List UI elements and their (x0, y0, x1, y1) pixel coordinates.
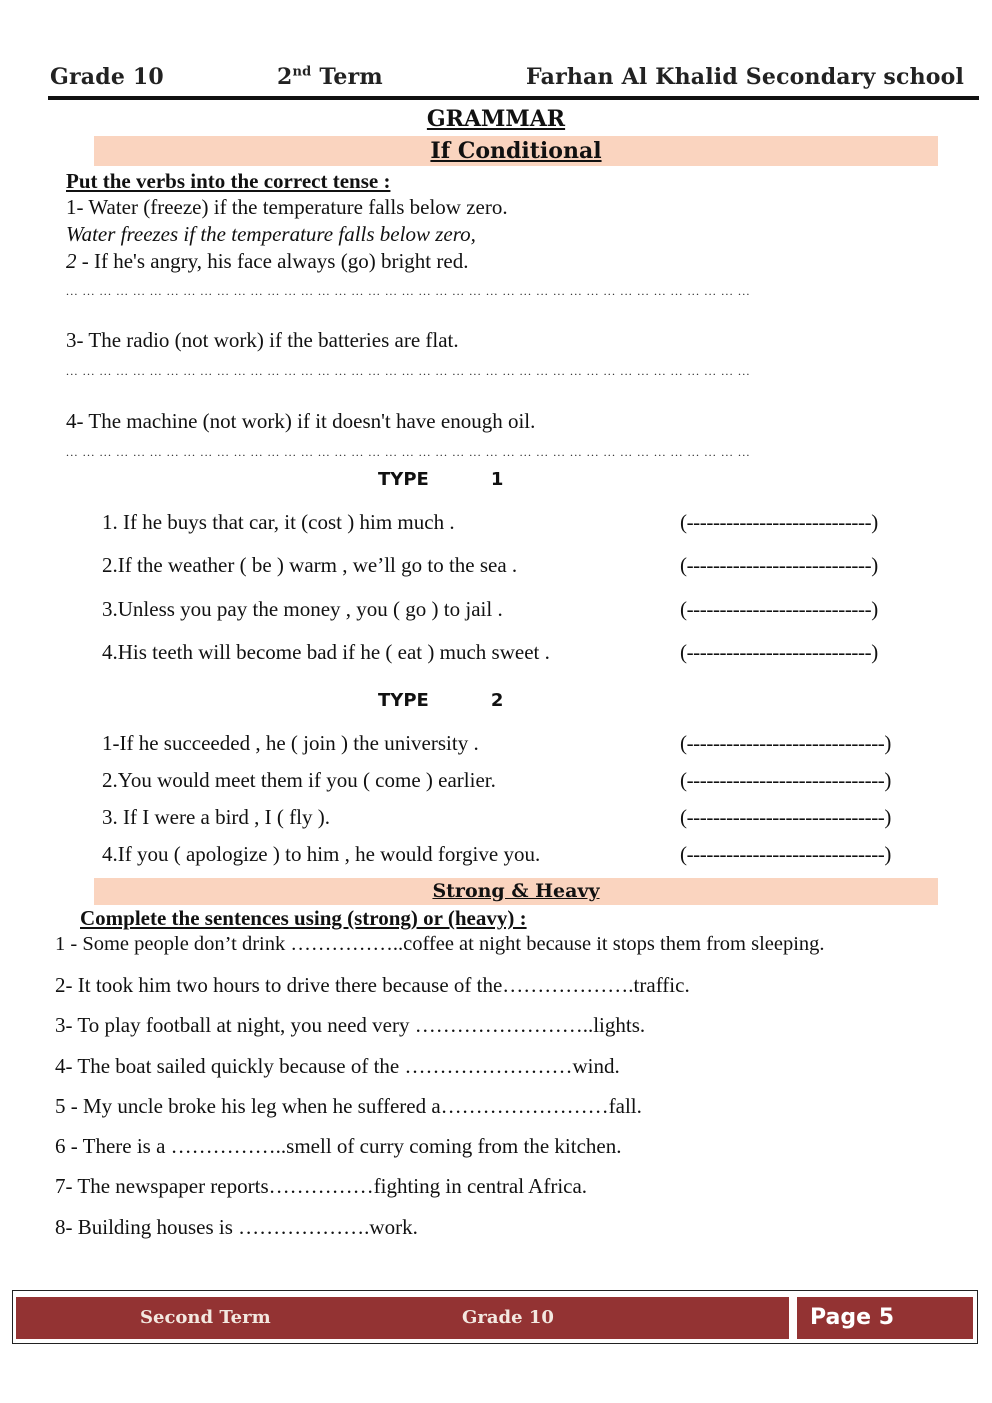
type1-item-3: 3.Unless you pay the money , you ( go ) to jail . (102, 597, 503, 621)
type2-answer-3[interactable]: (------------------------------) (680, 805, 891, 829)
strong-heavy-item-2: 2- It took him two hours to drive there because of the……………….traffic. (55, 973, 690, 997)
header-school: Farhan Al Khalid Secondary school (526, 64, 965, 90)
type2-heading (378, 690, 503, 711)
strong-heavy-item-1: 1 - Some people don’t drink ……………..coffee at night because it stops them from sleeping. (55, 933, 825, 955)
strong-heavy-item-7: 7- The newspaper reports……………fighting in central Africa. (55, 1174, 588, 1198)
strong-heavy-item-4: 4- The boat sailed quickly because of the ……………………wind. (55, 1054, 620, 1078)
type2-label: TYPE (378, 690, 429, 711)
header-term-word: Term (319, 64, 383, 90)
header-divider (48, 96, 979, 100)
type2-answer-1[interactable]: (------------------------------) (680, 731, 891, 755)
question-1-answer: Water freezes if the temperature falls below zero, (66, 222, 476, 246)
footer-term: Second Term (140, 1307, 271, 1328)
header-term-number: 2 (277, 64, 293, 90)
type2-item-2: 2.You would meet them if you ( come ) earlier. (102, 768, 496, 792)
type1-answer-2[interactable]: (----------------------------) (680, 553, 878, 577)
if-conditional-heading: If Conditional (430, 138, 602, 164)
type1-answer-4[interactable]: (----------------------------) (680, 640, 878, 664)
question-3: 3- The radio (not work) if the batteries are flat. (66, 328, 459, 352)
strong-heavy-instruction: Complete the sentences using (strong) or (heavy) : (80, 906, 527, 930)
footer-page-number: Page 5 (810, 1305, 895, 1330)
type1-label: TYPE (378, 469, 429, 490)
type1-number: 1 (490, 469, 504, 490)
answer-line-3[interactable]: ... ... ... ... ... ... ... ... ... ... ... ... ... ... ... ... ... ... ... ... ... ... ... ... ... ... ... ... ... ... ... ... ... ... ... ... ... ... ... ... ... (66, 364, 751, 378)
tense-instruction: Put the verbs into the correct tense : (66, 169, 391, 193)
header-grade: Grade 10 (50, 64, 164, 90)
strong-heavy-item-5: 5 - My uncle broke his leg when he suffered a……………………fall. (55, 1094, 642, 1118)
type2-item-1: 1-If he succeeded , he ( join ) the university . (102, 731, 479, 755)
header-term (277, 64, 383, 90)
type1-heading (378, 469, 503, 490)
strong-heavy-heading: Strong & Heavy (432, 880, 600, 902)
type2-item-3: 3. If I were a bird , I ( fly ). (102, 805, 330, 829)
type1-item-1: 1. If he buys that car, it (cost ) him much . (102, 510, 455, 534)
strong-heavy-band (94, 878, 938, 905)
question-2 (66, 249, 468, 274)
question-1: 1- Water (freeze) if the temperature falls below zero. (66, 195, 508, 219)
answer-line-4[interactable]: ... ... ... ... ... ... ... ... ... ... ... ... ... ... ... ... ... ... ... ... ... ... ... ... ... ... ... ... ... ... ... ... ... ... ... ... ... ... ... ... ... (66, 445, 751, 459)
type2-answer-2[interactable]: (------------------------------) (680, 768, 891, 792)
type1-item-2: 2.If the weather ( be ) warm , we’ll go to the sea . (102, 553, 518, 577)
strong-heavy-item-3: 3- To play football at night, you need very ……………………..lights. (55, 1013, 646, 1037)
strong-heavy-item-8: 8- Building houses is ……………….work. (55, 1215, 418, 1239)
if-conditional-band (94, 136, 938, 166)
type2-number: 2 (490, 690, 504, 711)
question-4: 4- The machine (not work) if it doesn't have enough oil. (66, 409, 536, 433)
strong-heavy-item-6: 6 - There is a ……………..smell of curry coming from the kitchen. (55, 1134, 622, 1158)
footer-grade: Grade 10 (462, 1307, 554, 1328)
type1-answer-1[interactable]: (----------------------------) (680, 510, 878, 534)
footer-bar (16, 1297, 789, 1339)
answer-line-2[interactable]: ... ... ... ... ... ... ... ... ... ... ... ... ... ... ... ... ... ... ... ... ... ... ... ... ... ... ... ... ... ... ... ... ... ... ... ... ... ... ... ... ... (66, 284, 751, 298)
question-2-number: 2 (66, 249, 77, 273)
question-2-text: - If he's angry, his face always (go) bright red. (76, 249, 469, 273)
type1-answer-3[interactable]: (----------------------------) (680, 597, 878, 621)
type1-item-4: 4.His teeth will become bad if he ( eat ) much sweet . (102, 640, 550, 664)
header-term-suffix: nd (292, 64, 312, 80)
grammar-title: GRAMMAR (426, 106, 566, 132)
type2-item-4: 4.If you ( apologize ) to him , he would forgive you. (102, 842, 541, 866)
type2-answer-4[interactable]: (------------------------------) (680, 842, 891, 866)
